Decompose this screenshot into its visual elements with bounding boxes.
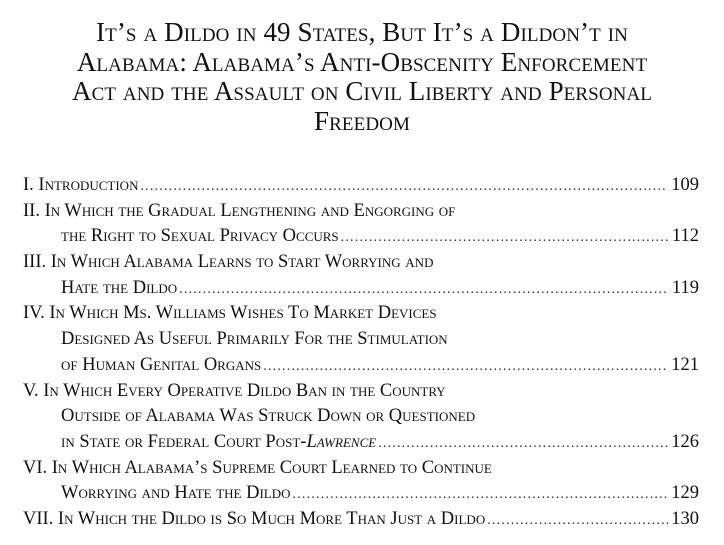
toc-entry-text: Outside of Alabama Was Struck Down or Questioned — [61, 406, 476, 427]
dot-leader — [263, 354, 668, 380]
toc-entry-line — [23, 327, 699, 353]
toc-entry-text — [61, 430, 376, 456]
toc-entry-text: VI. In Which Alabama’s Supreme Court Learned to Continue — [23, 457, 492, 478]
toc-entry-text: Designed As Useful Primarily For the Stimulation — [61, 329, 448, 350]
toc-entry-line — [23, 379, 699, 405]
toc-entry-line — [23, 276, 699, 302]
toc-entry-line — [23, 456, 699, 482]
toc-entry-text: IV. In Which Ms. Williams Wishes To Market Devices — [23, 303, 437, 324]
toc-page-number: 126 — [671, 431, 699, 452]
toc-page-number: 130 — [671, 508, 699, 529]
toc-page-number: 121 — [671, 354, 699, 375]
table-of-contents — [23, 173, 699, 533]
toc-entry-introduction — [23, 173, 699, 199]
toc-entry-text: Worrying and Hate the Dildo — [61, 483, 291, 504]
case-name-italic: Lawrence — [306, 431, 377, 452]
dot-leader — [140, 174, 668, 200]
toc-entry-text: III. In Which Alabama Learns to Start Worrying and — [23, 252, 434, 273]
title-line: Act and the Assault on Civil Liberty and Personal — [71, 76, 652, 106]
toc-page-number: 129 — [671, 483, 699, 504]
toc-page-number: 112 — [671, 226, 699, 247]
toc-page-number: 119 — [671, 277, 699, 298]
toc-entry-text: the Right to Sexual Privacy Occurs — [61, 226, 339, 247]
toc-entry-line — [23, 353, 699, 379]
dot-leader — [341, 225, 669, 251]
toc-page-number: 109 — [671, 175, 699, 195]
toc-entry-line — [23, 404, 699, 430]
toc-entry-line — [23, 430, 699, 456]
dot-leader — [378, 431, 668, 457]
toc-entry-text: I. Introduction — [23, 175, 139, 195]
dot-leader — [179, 277, 669, 303]
title-line: Freedom — [314, 105, 410, 136]
dot-leader — [293, 482, 669, 508]
article-title — [0, 18, 724, 136]
dot-leader — [487, 508, 668, 534]
toc-entry-text: Hate the Dildo — [61, 277, 178, 298]
toc-entry-line — [23, 301, 699, 327]
toc-entry-text: V. In Which Every Operative Dildo Ban in the Country — [23, 380, 446, 401]
toc-entry-line — [23, 199, 699, 225]
toc-entry-line — [23, 224, 699, 250]
toc-entry-text-part: in State or Federal Court Post- — [61, 431, 307, 452]
toc-entry-line — [23, 481, 699, 507]
title-line: It’s a Dildo in 49 States, But It’s a Dildon’t in — [96, 17, 628, 47]
title-line: Alabama: Alabama’s Anti-Obscenity Enforcement — [76, 46, 648, 77]
toc-entry-line — [23, 507, 699, 533]
toc-entry-line — [23, 250, 699, 276]
toc-entry-text: VII. In Which the Dildo is So Much More Than Just a Dildo — [23, 508, 486, 529]
toc-entry-text: of Human Genital Organs — [61, 354, 262, 375]
toc-entry-text: II. In Which the Gradual Lengthening and Engorging of — [23, 200, 456, 221]
